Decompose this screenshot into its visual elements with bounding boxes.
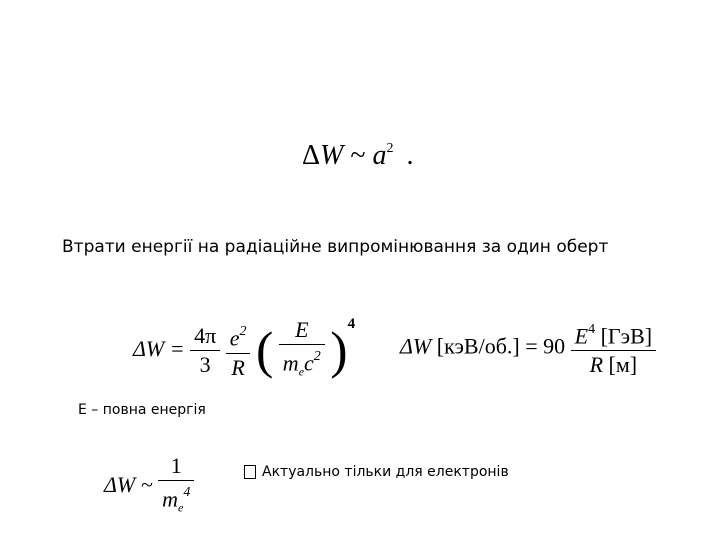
slide-subtitle: (Синхротронне випромінювання) xyxy=(150,66,570,91)
outer-exponent: 4 xyxy=(347,316,356,332)
fraction-E4-R xyxy=(571,318,656,379)
fraction-numerator: $e^2$ xyxy=(226,320,251,353)
formula-energy-loss-practical xyxy=(400,318,656,379)
formula3-unit-left: [кэВ/об.] = 90 xyxy=(436,333,566,359)
fraction-numerator: $E^4$ [ГэВ] xyxy=(571,318,656,351)
relation-symbol: ~ xyxy=(343,140,373,171)
fraction-E-mec2 xyxy=(279,316,325,386)
formula-energy-loss-acceleration xyxy=(302,140,414,172)
formula3-lhs: ΔW xyxy=(400,333,432,359)
fraction-1-me4 xyxy=(158,452,194,522)
electron-relevance-note: Актуально тільки для електронів xyxy=(244,464,509,480)
fraction-numerator: E xyxy=(279,316,325,345)
delta-symbol: Δ xyxy=(302,140,321,171)
right-paren: ) xyxy=(330,322,348,380)
fraction-denominator: 3 xyxy=(199,352,211,378)
fraction-numerator: 1 xyxy=(158,452,194,481)
formula2-lhs: ΔW = xyxy=(133,335,191,361)
left-paren: ( xyxy=(255,322,274,380)
fraction-denominator: $m_e^4$ xyxy=(162,485,191,515)
fraction-denominator: R [м] xyxy=(589,352,638,378)
fraction-4pi-3 xyxy=(190,322,220,379)
formula-period: . xyxy=(406,140,414,171)
formula-electron-mass-dependence xyxy=(104,452,194,522)
e-definition-note: E – повна енергія xyxy=(78,402,206,418)
fraction-e2-R xyxy=(226,320,251,381)
fraction-denominator: $m_ec^2$ xyxy=(282,349,321,379)
energy-loss-paragraph: Втрати енергії на радіаційне випромінювання за один оберт xyxy=(62,237,609,257)
formula-energy-loss-full xyxy=(133,316,355,386)
a-exponent: 2 xyxy=(386,140,394,156)
formula4-lhs: ΔW ~ xyxy=(104,471,159,497)
w-symbol: W xyxy=(320,140,344,171)
fraction-numerator: 4π xyxy=(190,322,220,351)
fraction-denominator: R xyxy=(231,354,245,380)
a-symbol: a xyxy=(372,140,387,171)
checkbox-glyph-icon xyxy=(244,465,256,479)
slide-title: Синхротрон xyxy=(284,32,436,57)
